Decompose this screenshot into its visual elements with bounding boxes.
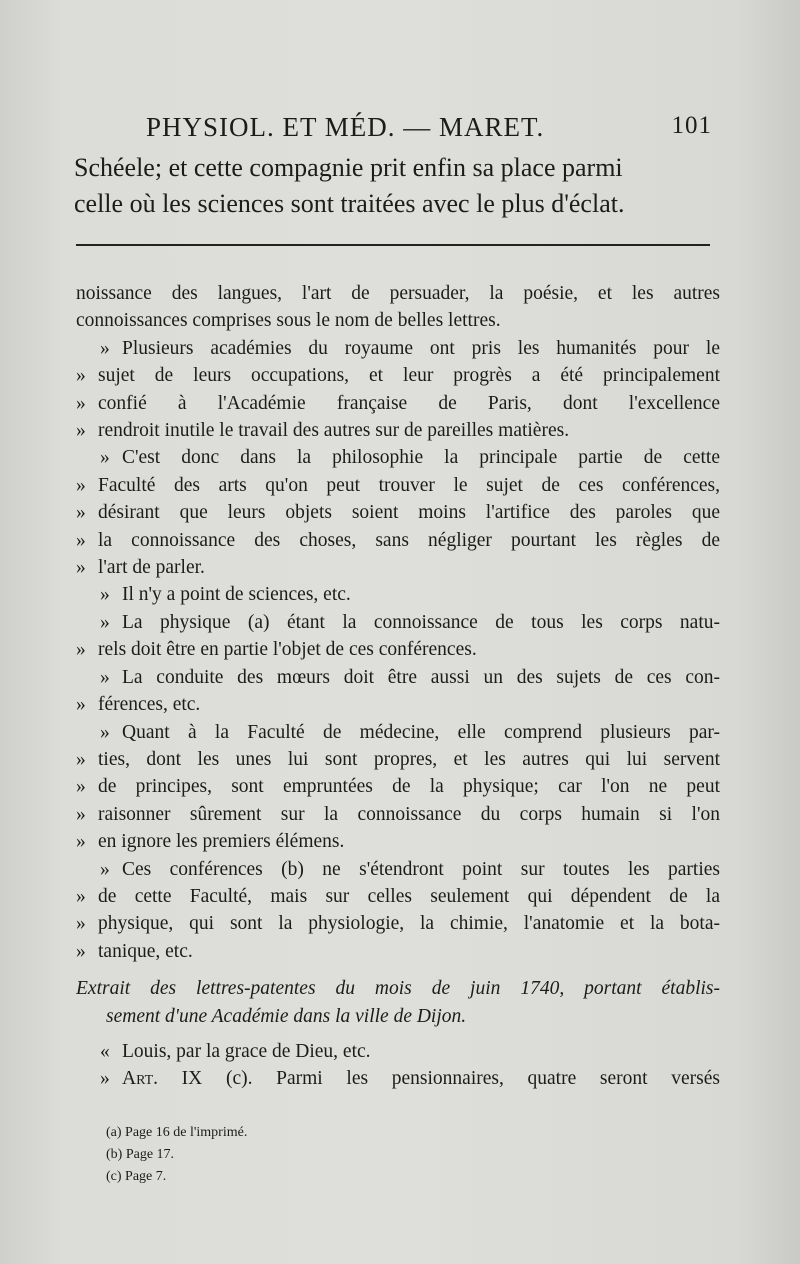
quote-mark: » <box>100 337 110 359</box>
quote-mark: » <box>100 1068 110 1090</box>
text-line: La physique (a) étant la connoissance de tous les corps natu- <box>122 611 720 633</box>
top-paragraph <box>74 150 714 222</box>
quote-mark: » <box>100 447 110 469</box>
quote-mark: » <box>76 748 86 770</box>
running-header <box>146 112 712 143</box>
quote-mark: » <box>76 776 86 798</box>
header-title: PHYSIOL. ET MÉD. — MARET. <box>146 112 545 142</box>
text-line: désirant que leurs objets soient moins l'artifice des paroles que <box>98 502 720 524</box>
footnote: (a) Page 16 de l'imprimé. <box>106 1125 248 1140</box>
quote-mark: » <box>76 940 86 962</box>
quote-mark: » <box>76 529 86 551</box>
quote-mark: » <box>100 858 110 880</box>
quote-mark: » <box>76 557 86 579</box>
quote-mark: » <box>76 392 86 414</box>
text-line: Louis, par la grace de Dieu, etc. <box>122 1040 371 1062</box>
text-line: Ces conférences (b) ne s'étendront point sur toutes les parties <box>122 858 720 880</box>
text-line: rendroit inutile le travail des autres sur de pareilles matières. <box>98 420 570 442</box>
quote-mark: » <box>76 694 86 716</box>
text-line: en ignore les premiers élémens. <box>98 831 345 853</box>
text-line: La conduite des mœurs doit être aussi un des sujets de ces con- <box>122 666 720 688</box>
divider-rule <box>76 244 710 246</box>
extract-line: sement d'une Académie dans la ville de Dijon. <box>106 1005 467 1027</box>
main-text <box>76 280 720 1093</box>
text-line: Quant à la Faculté de médecine, elle comprend plusieurs par- <box>122 721 720 743</box>
text-line: confié à l'Académie française de Paris, dont l'excellence <box>98 392 720 414</box>
quote-mark: » <box>76 474 86 496</box>
text-line: physique, qui sont la physiologie, la chimie, l'anatomie et la bota- <box>98 913 720 935</box>
text-line: sujet de leurs occupations, et leur progrès a été principalement <box>98 365 720 387</box>
page-number: 101 <box>671 112 712 139</box>
text-line: férences, etc. <box>98 694 201 716</box>
top-line: celle où les sciences sont traitées avec le plus d'éclat. <box>74 189 625 218</box>
top-line: Schéele; et cette compagnie prit enfin sa place parmi <box>74 153 623 182</box>
quote-mark: » <box>76 831 86 853</box>
text-line: rels doit être en partie l'objet de ces conférences. <box>98 639 477 661</box>
text-line: Il n'y a point de sciences, etc. <box>122 584 351 606</box>
text-line: tanique, etc. <box>98 940 193 962</box>
footnote: (c) Page 7. <box>106 1169 167 1184</box>
text-line: noissance des langues, l'art de persuader, la poésie, et les autres <box>76 283 720 304</box>
quote-mark: » <box>76 502 86 524</box>
quote-mark: » <box>100 721 110 743</box>
text-line: de cette Faculté, mais sur celles seulement qui dépendent de la <box>98 885 720 907</box>
footnote: (b) Page 17. <box>106 1147 175 1162</box>
text-line: C'est donc dans la philosophie la principale partie de cette <box>122 447 720 469</box>
quote-mark: » <box>76 803 86 825</box>
text-line: (c). Parmi les pensionnaires, quatre seront versés <box>225 1068 720 1090</box>
text-line: la connoissance des choses, sans négliger pourtant les règles de <box>98 529 720 551</box>
text-line: connoissances comprises sous le nom de belles lettres. <box>76 310 501 332</box>
text-line: raisonner sûrement sur la connoissance du corps humain si l'on <box>98 803 720 825</box>
text-line: Faculté des arts qu'on peut trouver le sujet de ces conférences, <box>98 474 720 496</box>
quote-mark: » <box>76 365 86 387</box>
quote-mark: » <box>76 913 86 935</box>
article-label: Art. IX <box>122 1068 203 1090</box>
quote-mark: » <box>76 639 86 661</box>
text-line: ties, dont les unes lui sont propres, et les autres qui lui servent <box>98 748 720 770</box>
quote-mark: » <box>76 420 86 442</box>
quote-mark: » <box>100 666 110 688</box>
text-line: de principes, sont empruntées de la physique; car l'on ne peut <box>98 776 720 798</box>
extract-line: Extrait des lettres-patentes du mois de juin 1740, portant établis- <box>76 978 720 1000</box>
extract-heading <box>76 975 720 1030</box>
text-line: l'art de parler. <box>98 557 205 579</box>
text-line: Plusieurs académies du royaume ont pris les humanités pour le <box>122 337 720 359</box>
quote-mark: » <box>76 885 86 907</box>
quote-mark: « <box>100 1040 110 1062</box>
quote-mark: » <box>100 611 110 633</box>
quote-mark: » <box>100 584 110 606</box>
footnotes <box>106 1122 506 1188</box>
